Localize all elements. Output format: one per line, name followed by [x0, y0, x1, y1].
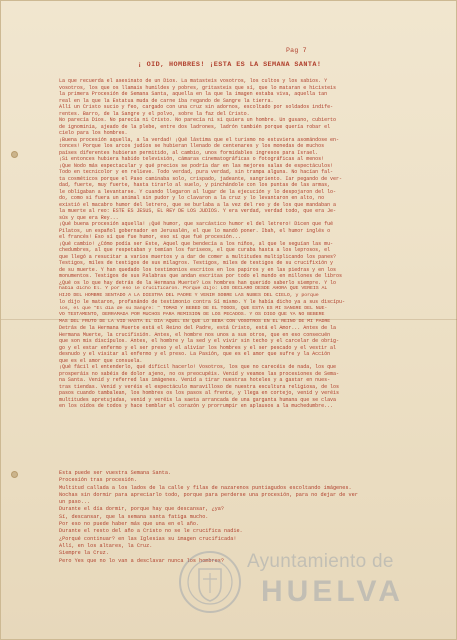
body-line: los, el que "El día de su Sangre: " TOMAD Y BEBED DE EL TODOS, QUE ESTA ES MI SANGRE DEL NUE-: [59, 305, 328, 311]
body-line: No parecía Dios. No parecía ni Cristo. No parecía ni si quiera un hombre. Un gusano, cubierto: [59, 117, 337, 123]
watermark-line-2: HUELVA: [261, 575, 404, 608]
document-heading: ¡ OID, HOMBRES! ¡ESTA ES LA SEMANA SANTA!: [137, 61, 322, 69]
body-line: La que recuerda el asesinato de un Dios. La matasteis vosotros, los cultos y los sabios. Y: [59, 78, 328, 84]
verse-line: Allí, en los altares, la Cruz.: [59, 542, 153, 549]
coat-of-arms-seal-icon: [177, 549, 243, 615]
body-line: le obligaban a levantarse. Y cuando llegaron al lugar de la ejecución y lo despojaron del lo-: [59, 188, 337, 195]
verse-line: Sí, descansar, que la semana santa fatiga mucho.: [59, 513, 209, 520]
body-line: go y el estar enfermo y el ser preso y el alivíar los hombres y el ser pescado y el vestir al: [59, 344, 337, 351]
body-line: VO TESTAMENTO, DERRAMADA POR MUCHOS PARA REMISION DE LOS PECADOS. Y OS DIGO QUE YA NO BEBERE: [59, 312, 325, 317]
body-line: tonces! Porque los arcos judíos se hubieran llenado de centenares y los monedas de muchos: [59, 143, 325, 149]
body-text: [59, 78, 414, 410]
body-line: la primera Procesión de Semana Santa, aquella en la que la imagen estaba viva, aquella tan: [59, 91, 328, 97]
body-line: HIJO DEL HOMBRE SENTADO A LA DIESTRA DEL PADRE Y VENIR SOBRE LAS NUBES DEL CIELO, y porque: [59, 292, 319, 298]
body-line: ¡Buena procesión aquella, a la verdad! ¡Qué lástima que el turismo no estuviera asomándose en-: [59, 136, 339, 143]
body-line: monumentos. Testigos de sus Palabras que andan escritas por todo el mundo en millones de libros: [59, 273, 342, 279]
body-line: Todo en tecnicolor y en relieve. Todo verdad, pura verdad, sin trampa alguna. No hacían fal-: [59, 169, 334, 175]
body-line: de su muerte. Y han quedado los testimonios escritos en los papiros y en las piedras y en los: [59, 266, 337, 273]
body-line: que son mis discípulos. Antes, el hombre y la sed y el vivir sin techo y el carcelar de obrig-: [59, 338, 339, 344]
body-line: chedumbres, al que respetaban y temían los fariseos, el que curaba hasta a los leprosos, el: [59, 247, 331, 253]
body-line: ta cosméticos porque el Paso caminaba solo, crispado, jadeante, sangriento. Iar pegando de ver-: [59, 175, 342, 182]
verse-line: Nochas sin dormir para apreciarlo todo, porque para perderse una procesión, para no dejar de ver: [59, 491, 358, 498]
verse-line: Pero Yes que no lo van a desclavar nunca los hombres?: [59, 557, 224, 564]
body-line: ¡Que Nodo más espectacular y qué precios se podría dar en las mejores salas de espectáculos!: [59, 162, 334, 169]
body-line: en los oídos de todos y hace temblar el corazón y prorrumpir en aplausos a la muchedumbre...: [59, 403, 334, 409]
body-line: MAS DEL FRUTO DE LA VID HASTA EL DIA AQUEL EN QUE LO BEBA CON VOSOTROS EN EL REINO DE MI PADRE: [59, 318, 331, 324]
body-line: na Santa. Venid y referred las imágenes. Venid a tirar nuestras hoteles y a gastar en nues-: [59, 377, 331, 383]
body-line: ¡Qué cambio! ¿Cómo podía ser Este, Aquel que bendecía a los niños, al que le seguían las mu-: [59, 240, 334, 247]
verse-line: Durante el resto del año a Cristo no se le crucifica nadie.: [59, 528, 243, 535]
body-line: que es el amor que consuela.: [59, 357, 143, 364]
body-line: cielo para los hombres.: [59, 130, 128, 136]
page-number: Pag 7: [286, 47, 307, 54]
body-line: real en la que la Estatua muda de carne iba regando de Sangre la tierra.: [59, 97, 274, 104]
body-line: había dicho El. Y por eso le crucificaron. Porque dijo: LOS DECLARO DESDE AHORA QUE VEREIS AL: [59, 286, 328, 291]
body-line: existió el macabro humor del letrero, que se burlaba a la vez del reo y de los que mandaban a: [59, 201, 337, 208]
verse-line: Siempre la Cruz.: [59, 550, 109, 557]
body-line: ¡Qué buena procesión aquella! ¡Qué humor, que sarcástico humor el del letrero! Dicen que fué: [59, 221, 334, 227]
verse-line: un paso...: [59, 499, 91, 506]
verse-line: ¿Porqué continuar? en las Iglesias su imagen crucificada!: [59, 535, 237, 542]
body-line: Detrás de la Hermana Muerte está el Reino del Padre, está Cristo, está el Amor... Antes de la: [59, 325, 337, 331]
body-line: pasos cuando tambalean, los hombres os los pasos al frente, y llega en cortejo, venid y veréis: [59, 390, 339, 396]
body-line: de ignominia, ajeado de la plebe, entre dos ladrones, ladrón también porque quería robar el: [59, 123, 331, 130]
body-line: vosotros, los que os llamais humildes y pobres, gritasteis que sí, que lo mataran e hicisteis: [59, 84, 337, 91]
body-line: lo dijo le mataron, profanándo de testimonio contra Sí mismo. Y le había dicho ya a sus discípu-: [59, 299, 345, 305]
verse-line: Procesión tras procesión.: [59, 477, 137, 484]
body-line: dad, fuerte, muy fuerte, hasta tirarlo al suelo, y pinchándole con los puntas de las armas,: [59, 182, 331, 188]
body-line: Hermana Muerte, la crucifixión. Antes, el hombre nos unos a sus otros, que en eso consecuén: [59, 331, 331, 338]
verse-line: Durante el día dormir, porque hay que descansar, ¿ya?: [59, 506, 224, 513]
body-line: ¡Si entonces hubiera habido televisión, cámaras cinematográficas o fotográficas al menos!: [59, 156, 325, 162]
watermark-line-1: Ayuntamiento de: [247, 551, 394, 572]
body-line: ¡Qué fácil el entenderlo, qué difícil hacerlo! Vosotros, los que no carecéis de nada, los que: [59, 364, 337, 370]
body-line: prosperáis no sabéis de dolor ajeno, no os preocupéis. Venid y veamos las procesiones de Sema-: [59, 370, 339, 377]
body-line: la muerte al reo: ESTE ES JESUS, EL REY DE LOS JUDIOS. Y era verdad, verdad todo, que era Je-: [59, 208, 337, 214]
body-line: países diferentes hubieran permitido, al cambio, unos formidables ingresos para Israel.: [59, 149, 319, 156]
body-line: desnudo y el visitar al enfermo y el preso. La Pasión, que es el amor que sufre y la Acción: [59, 351, 331, 357]
body-line: rentes. Barro, de la Sangre y el polvo, sobre la faz del Cristo.: [59, 110, 250, 117]
punch-hole: [11, 471, 18, 478]
verse-line: Por eso no puede haber más que una en el año.: [59, 521, 200, 528]
body-line: Testigos, miles de testigos de sus milagros. Testigos, miles de testigos de su crucifixión y: [59, 260, 334, 266]
punch-hole: [11, 151, 18, 158]
watermark: [177, 549, 427, 619]
verse-line: Multitud callada a los lados de la calle y filas de nazarenos puntiagudos escoltando imágenes.: [59, 484, 352, 491]
body-line: que llegó a resucitar a varios muertos y a dar de comer a multitudes multiplicando los panes?: [59, 253, 337, 260]
body-line: sús y que era Rey...: [59, 214, 119, 221]
body-line: Pilatos, un español gobernador en Jerusalén, el que lo mandó poner. Ibah, el humor inglés o: [59, 227, 331, 234]
verse-line: Esta puede ser vuestra Semana Santa.: [59, 470, 172, 476]
body-line: do, como si fuera un animal sin pudor y lo clavaron a la cruz y lo levantaron en alto, no: [59, 195, 325, 201]
body-line: tras tiendas. Venid y veréis el espectáculo maravilloso de nuestra escultura religiosa, de los: [59, 383, 339, 390]
body-line: Allí un Cristo sucio y feo, cargado con una cruz sin adornos, escoltado por soldados indife-: [59, 104, 334, 110]
body-line: el francés! Eso sí que fue humor, eso sí que fué procesión...: [59, 234, 241, 240]
body-line: ¿Qué os lo que hay detrás de la Hermana Muerte? Los hombres han querido saberlo siempre. Y lo: [59, 279, 337, 286]
body-line: multitudes apretujadas, venid y veréis la saeta arrancada de una garganta humana que se clava: [59, 396, 337, 403]
